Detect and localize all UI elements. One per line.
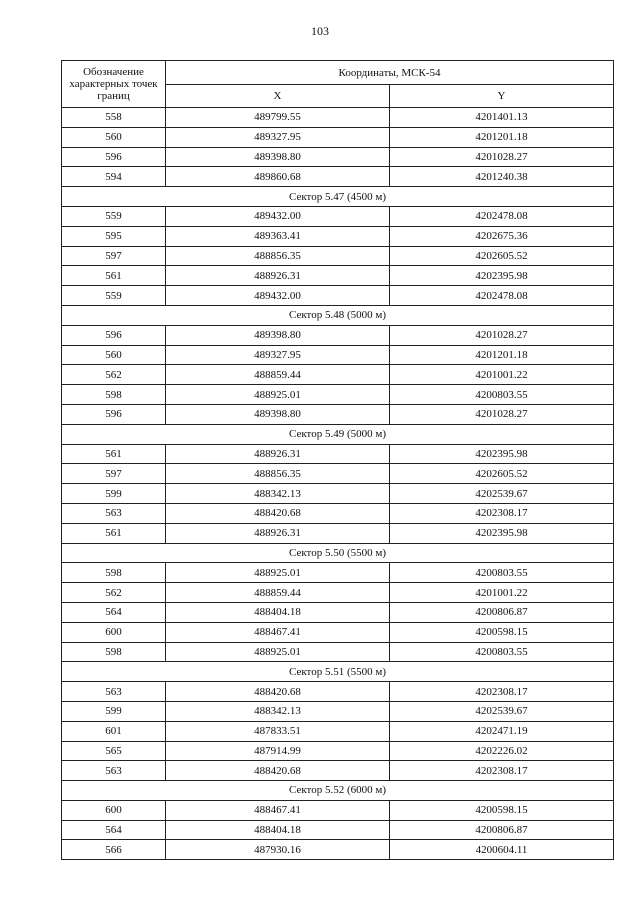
x-coordinate-cell: 489398.80 [166,404,390,424]
table-row [62,444,614,464]
table-row [62,286,614,306]
x-coordinate-cell: 488420.68 [166,761,390,781]
y-coordinate-cell: 4202478.08 [390,206,614,226]
x-coordinate-cell: 488926.31 [166,523,390,543]
x-coordinate-cell: 489432.00 [166,206,390,226]
x-coordinate-cell: 488925.01 [166,385,390,405]
table-row [62,206,614,226]
table-row [62,721,614,741]
y-coordinate-cell: 4202308.17 [390,682,614,702]
sector-row [62,781,614,801]
point-cell: 560 [62,127,166,147]
y-coordinate-cell: 4202226.02 [390,741,614,761]
point-cell: 597 [62,246,166,266]
coordinates-table [61,60,614,860]
x-coordinate-cell: 488342.13 [166,484,390,504]
y-coordinate-cell: 4200803.55 [390,385,614,405]
y-coordinate-cell: 4202395.98 [390,444,614,464]
sector-row [62,424,614,444]
table-row [62,701,614,721]
point-cell: 599 [62,484,166,504]
point-cell: 561 [62,523,166,543]
table-row [62,167,614,187]
sector-label: Сектор 5.48 (5000 м) [62,305,614,325]
x-coordinate-cell: 488859.44 [166,365,390,385]
point-cell: 559 [62,206,166,226]
table-row [62,266,614,286]
sector-row [62,305,614,325]
sector-label: Сектор 5.50 (5500 м) [62,543,614,563]
x-coordinate-cell: 489398.80 [166,147,390,167]
point-cell: 558 [62,108,166,128]
point-cell: 594 [62,167,166,187]
table-row [62,226,614,246]
y-coordinate-cell: 4200803.55 [390,642,614,662]
point-cell: 564 [62,602,166,622]
y-coordinate-cell: 4201201.18 [390,127,614,147]
point-cell: 562 [62,365,166,385]
point-cell: 596 [62,147,166,167]
x-column-header: X [166,85,390,108]
table-row [62,345,614,365]
coordinates-header: Координаты, МСК-54 [166,61,614,85]
y-coordinate-cell: 4200806.87 [390,602,614,622]
point-cell: 559 [62,286,166,306]
y-coordinate-cell: 4200806.87 [390,820,614,840]
x-coordinate-cell: 488926.31 [166,444,390,464]
x-coordinate-cell: 488859.44 [166,583,390,603]
y-coordinate-cell: 4201028.27 [390,147,614,167]
point-cell: 560 [62,345,166,365]
x-coordinate-cell: 488342.13 [166,701,390,721]
point-cell: 563 [62,682,166,702]
y-coordinate-cell: 4202605.52 [390,246,614,266]
x-coordinate-cell: 488420.68 [166,682,390,702]
table-row [62,404,614,424]
x-coordinate-cell: 488404.18 [166,602,390,622]
x-coordinate-cell: 488467.41 [166,622,390,642]
table-row [62,761,614,781]
table-row [62,583,614,603]
table-row [62,820,614,840]
table-row [62,642,614,662]
x-coordinate-cell: 487930.16 [166,840,390,860]
point-cell: 565 [62,741,166,761]
table-body [62,108,614,860]
table-row [62,484,614,504]
y-coordinate-cell: 4201001.22 [390,365,614,385]
point-cell: 600 [62,800,166,820]
sector-label: Сектор 5.47 (4500 м) [62,187,614,207]
sector-row [62,662,614,682]
y-coordinate-cell: 4202478.08 [390,286,614,306]
x-coordinate-cell: 489432.00 [166,286,390,306]
table-row [62,246,614,266]
y-coordinate-cell: 4202471.19 [390,721,614,741]
point-cell: 563 [62,761,166,781]
x-coordinate-cell: 489799.55 [166,108,390,128]
y-coordinate-cell: 4201028.27 [390,404,614,424]
y-coordinate-cell: 4202539.67 [390,701,614,721]
y-coordinate-cell: 4202395.98 [390,266,614,286]
point-cell: 596 [62,404,166,424]
x-coordinate-cell: 489398.80 [166,325,390,345]
point-cell: 561 [62,444,166,464]
point-cell: 596 [62,325,166,345]
x-coordinate-cell: 488467.41 [166,800,390,820]
x-coordinate-cell: 488856.35 [166,464,390,484]
point-cell: 598 [62,563,166,583]
x-coordinate-cell: 487914.99 [166,741,390,761]
sector-label: Сектор 5.51 (5500 м) [62,662,614,682]
y-coordinate-cell: 4202675.36 [390,226,614,246]
table-row [62,127,614,147]
point-cell: 563 [62,503,166,523]
table-row [62,622,614,642]
point-cell: 598 [62,385,166,405]
x-coordinate-cell: 489363.41 [166,226,390,246]
table-row [62,108,614,128]
sector-row [62,543,614,563]
point-cell: 595 [62,226,166,246]
y-coordinate-cell: 4202308.17 [390,761,614,781]
y-coordinate-cell: 4202539.67 [390,484,614,504]
page-number: 103 [311,24,329,38]
y-coordinate-cell: 4200598.15 [390,800,614,820]
sector-label: Сектор 5.52 (6000 м) [62,781,614,801]
sector-label: Сектор 5.49 (5000 м) [62,424,614,444]
table-row [62,682,614,702]
x-coordinate-cell: 488926.31 [166,266,390,286]
point-cell: 564 [62,820,166,840]
point-cell: 561 [62,266,166,286]
table-row [62,563,614,583]
table-row [62,602,614,622]
y-coordinate-cell: 4202605.52 [390,464,614,484]
x-coordinate-cell: 488420.68 [166,503,390,523]
x-coordinate-cell: 488404.18 [166,820,390,840]
table-row [62,503,614,523]
y-coordinate-cell: 4201401.13 [390,108,614,128]
table-row [62,147,614,167]
table-row [62,325,614,345]
point-cell: 562 [62,583,166,603]
x-coordinate-cell: 487833.51 [166,721,390,741]
table-row [62,800,614,820]
point-cell: 566 [62,840,166,860]
y-coordinate-cell: 4201001.22 [390,583,614,603]
point-cell: 598 [62,642,166,662]
sector-row [62,187,614,207]
table-row [62,464,614,484]
x-coordinate-cell: 488856.35 [166,246,390,266]
y-coordinate-cell: 4201028.27 [390,325,614,345]
x-coordinate-cell: 489860.68 [166,167,390,187]
point-cell: 600 [62,622,166,642]
x-coordinate-cell: 488925.01 [166,563,390,583]
point-cell: 599 [62,701,166,721]
y-coordinate-cell: 4200598.15 [390,622,614,642]
point-column-header: Обозначение характерных точек границ [62,61,166,108]
table-row [62,365,614,385]
table-row [62,385,614,405]
x-coordinate-cell: 488925.01 [166,642,390,662]
table-row [62,523,614,543]
y-coordinate-cell: 4202395.98 [390,523,614,543]
x-coordinate-cell: 489327.95 [166,345,390,365]
y-coordinate-cell: 4200604.11 [390,840,614,860]
y-coordinate-cell: 4202308.17 [390,503,614,523]
y-coordinate-cell: 4200803.55 [390,563,614,583]
table-row [62,741,614,761]
table-row [62,840,614,860]
y-column-header: Y [390,85,614,108]
x-coordinate-cell: 489327.95 [166,127,390,147]
point-cell: 601 [62,721,166,741]
y-coordinate-cell: 4201201.18 [390,345,614,365]
point-cell: 597 [62,464,166,484]
y-coordinate-cell: 4201240.38 [390,167,614,187]
